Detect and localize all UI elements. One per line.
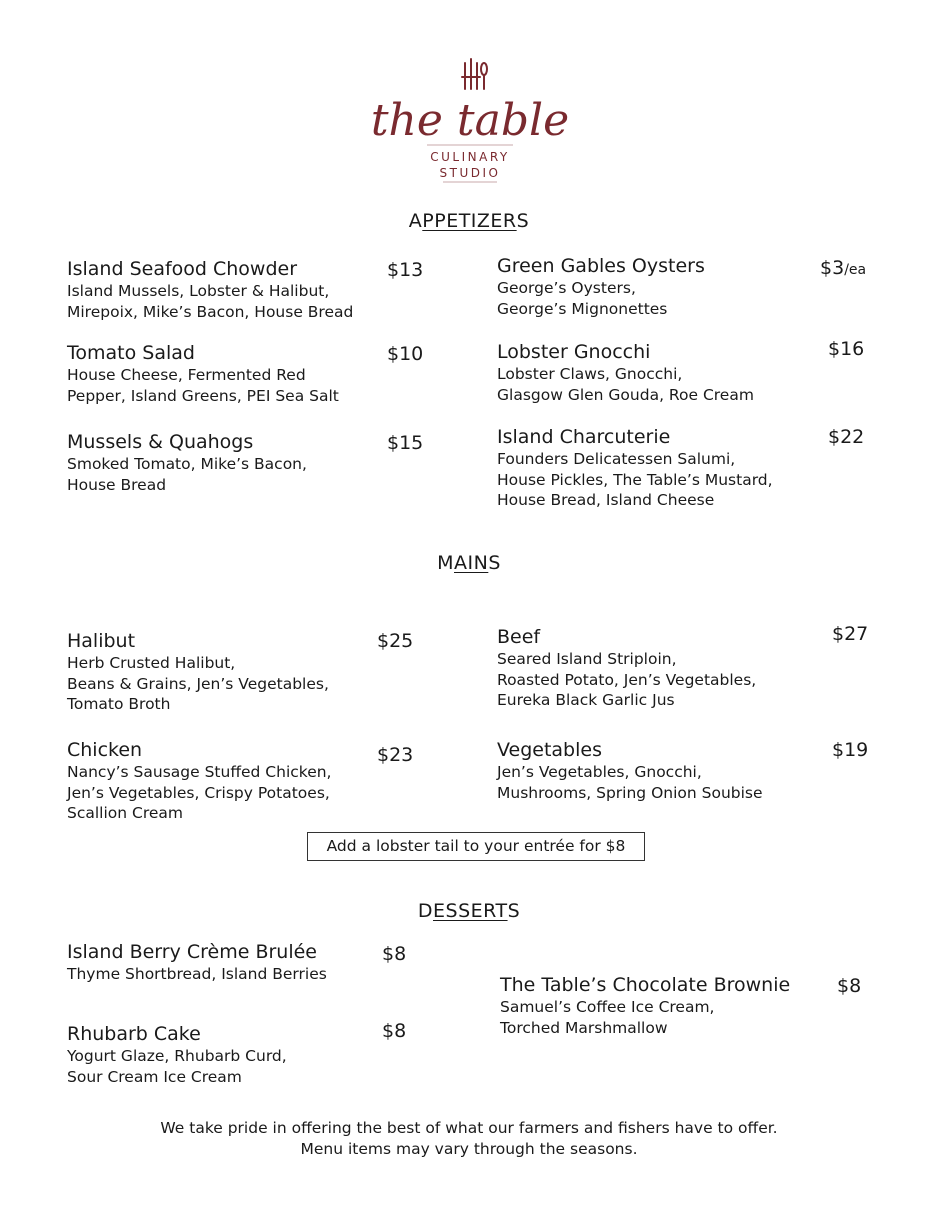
item-desc: Tomato Broth [67, 695, 171, 713]
item-desc: Pepper, Island Greens, PEI Sea Salt [67, 386, 339, 405]
item-name: Vegetables [497, 739, 602, 761]
menu-item-island-berry-creme-brulee [67, 940, 327, 985]
item-name: Lobster Gnocchi [497, 341, 651, 363]
appetizers-heading: APPETIZERS [408, 210, 530, 232]
item-desc: Samuel’s Coffee Ice Cream, [500, 998, 715, 1016]
menu-item-chocolate-brownie [500, 973, 790, 1038]
item-desc: George’s Oysters, [497, 279, 636, 297]
item-price: $3/ea [820, 257, 867, 279]
menu-item-beef [497, 625, 756, 711]
item-price: $27 [832, 623, 869, 645]
footer-note [0, 1118, 938, 1160]
logo-script: the table [370, 95, 570, 146]
item-price: $8 [382, 943, 407, 965]
footer-line-1: We take pride in offering the best of what our farmers and fishers have to offer. [160, 1119, 778, 1137]
menu-item-vegetables [497, 738, 763, 803]
item-desc: Sour Cream Ice Cream [67, 1067, 242, 1086]
item-desc: Smoked Tomato, Mike’s Bacon, [67, 455, 307, 473]
item-desc: Jen’s Vegetables, Crispy Potatoes, [67, 783, 330, 802]
menu-item-lobster-gnocchi [497, 340, 754, 405]
menu-item-rhubarb-cake [67, 1022, 287, 1087]
item-name: Halibut [67, 630, 136, 652]
item-desc: Mushrooms, Spring Onion Soubise [497, 783, 763, 802]
lobster-tail-notice: Add a lobster tail to your entrée for $8 [307, 832, 645, 861]
item-desc: Scallion Cream [67, 804, 184, 822]
item-desc: Roasted Potato, Jen’s Vegetables, [497, 670, 757, 689]
item-desc: Founders Delicatessen Salumi, [497, 450, 736, 468]
item-price: $15 [387, 432, 424, 454]
footer-line-2: Menu items may vary through the seasons. [300, 1140, 638, 1158]
item-desc: Beans & Grains, Jen’s Vegetables, [67, 674, 329, 693]
item-name: Beef [497, 626, 541, 648]
mains-heading: MAINS [437, 552, 501, 574]
menu-item-mussels-quahogs [67, 430, 307, 495]
item-name: Green Gables Oysters [497, 255, 705, 277]
menu-item-tomato-salad [67, 341, 339, 406]
item-desc: Nancy’s Sausage Stuffed Chicken, [67, 763, 332, 781]
logo-line1: CULINARY [430, 150, 510, 164]
item-price: $8 [837, 975, 862, 997]
item-desc: Seared Island Striploin, [497, 650, 677, 668]
fork-logo-icon [370, 55, 570, 185]
item-price: $16 [828, 338, 865, 360]
menu-item-island-charcuterie [497, 425, 773, 511]
item-price: $22 [828, 426, 865, 448]
menu-item-island-seafood-chowder [67, 257, 353, 322]
item-desc: Thyme Shortbread, Island Berries [67, 965, 327, 983]
item-price: $23 [377, 744, 414, 766]
item-desc: Island Mussels, Lobster & Halibut, [67, 282, 330, 300]
item-desc: Lobster Claws, Gnocchi, [497, 365, 683, 383]
item-desc: House Pickles, The Table’s Mustard, [497, 470, 773, 489]
item-name: The Table’s Chocolate Brownie [500, 974, 791, 996]
menu-item-chicken [67, 738, 331, 824]
item-name: Tomato Salad [67, 342, 195, 364]
item-price: $10 [387, 343, 424, 365]
item-desc: House Cheese, Fermented Red [67, 366, 306, 384]
item-desc: Herb Crusted Halibut, [67, 654, 236, 672]
logo-line2: STUDIO [439, 166, 501, 180]
item-desc: Yogurt Glaze, Rhubarb Curd, [67, 1047, 287, 1065]
item-name: Island Seafood Chowder [67, 258, 298, 280]
item-desc: Glasgow Glen Gouda, Roe Cream [497, 385, 754, 404]
item-price: $25 [377, 630, 414, 652]
item-price: $8 [382, 1020, 407, 1042]
item-desc: Torched Marshmallow [500, 1018, 668, 1037]
item-desc: House Bread, Island Cheese [497, 491, 715, 509]
item-name: Rhubarb Cake [67, 1023, 201, 1045]
item-name: Island Charcuterie [497, 426, 671, 448]
menu-item-halibut [67, 629, 329, 715]
item-name: Island Berry Crème Brulée [67, 941, 317, 963]
item-desc: Jen’s Vegetables, Gnocchi, [497, 763, 702, 781]
item-name: Mussels & Quahogs [67, 431, 254, 453]
item-desc: House Bread [67, 475, 167, 494]
desserts-heading: DESSERTS [417, 900, 521, 922]
item-price: $13 [387, 259, 424, 281]
logo [370, 55, 570, 185]
item-price: $19 [832, 739, 869, 761]
item-desc: Mirepoix, Mike’s Bacon, House Bread [67, 302, 354, 321]
item-name: Chicken [67, 739, 143, 761]
item-desc: George’s Mignonettes [497, 299, 668, 318]
menu-item-green-gables-oysters [497, 254, 705, 319]
item-desc: Eureka Black Garlic Jus [497, 691, 675, 709]
